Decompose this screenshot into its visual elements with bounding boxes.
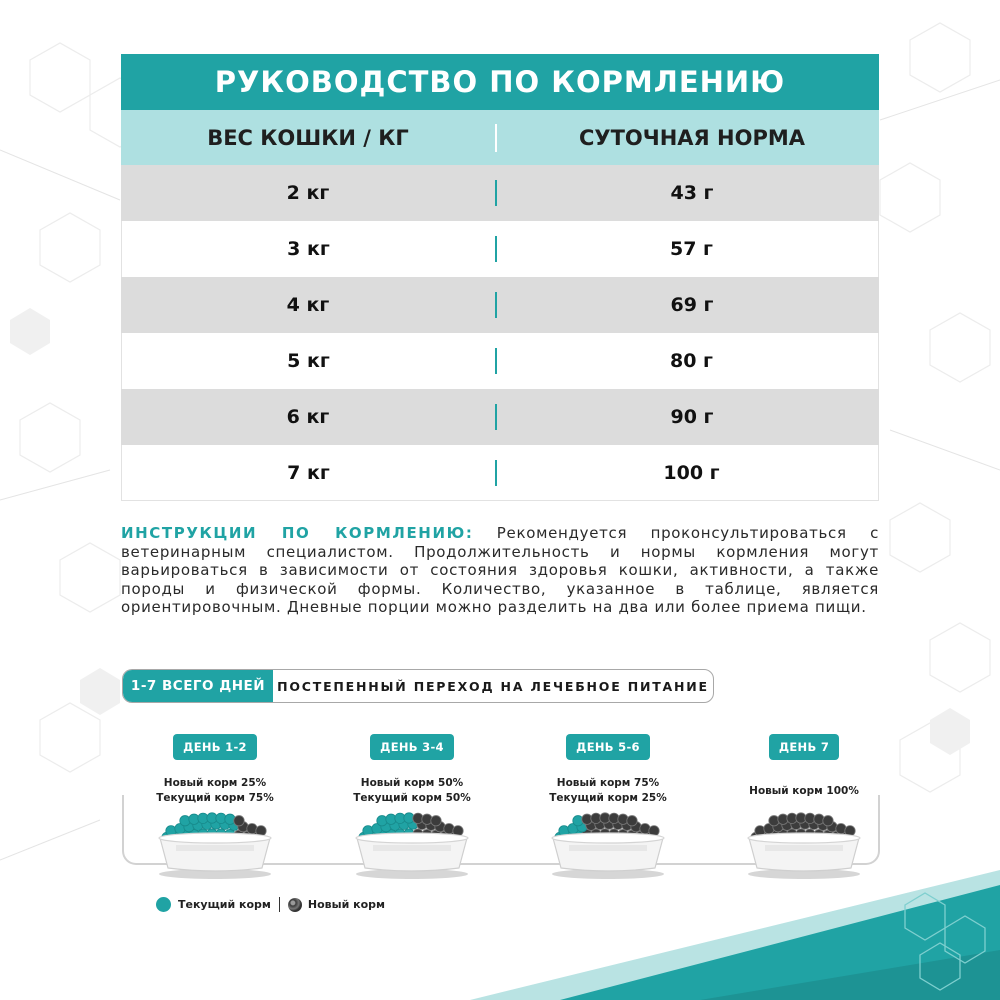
- kibble-pile: [748, 813, 860, 871]
- norm-cell: 100 г: [663, 461, 720, 484]
- feeding-table: [121, 54, 879, 501]
- weight-cell: 4 кг: [286, 294, 330, 316]
- new-kibble: [627, 816, 637, 826]
- current-food-share: Текущий корм 25%: [549, 792, 667, 804]
- legend-divider: [279, 897, 280, 912]
- day-badge: ДЕНЬ 3-4: [370, 734, 454, 760]
- transition-title: ПОСТЕПЕННЫЙ ПЕРЕХОД НА ЛЕЧЕБНОЕ ПИТАНИЕ: [277, 678, 709, 694]
- legend-new-label: Новый корм: [307, 898, 386, 911]
- day-badge: ДЕНЬ 1-2: [173, 734, 257, 760]
- food-bowl-day-3-4: [347, 808, 477, 880]
- weight-cell: 7 кг: [287, 461, 330, 484]
- transition-header: [122, 669, 714, 703]
- new-food-swatch: [288, 898, 302, 912]
- food-bowl-day-1-2: [150, 808, 280, 880]
- table-row: [121, 221, 879, 277]
- current-food-share: Текущий корм 75%: [156, 792, 274, 804]
- kibble-pile: [159, 813, 271, 871]
- column-header-daily-norm: СУТОЧНАЯ НОРМА: [578, 125, 806, 150]
- legend: [156, 897, 385, 912]
- norm-cell: 80 г: [670, 350, 713, 372]
- table-row: [121, 277, 879, 333]
- table-row: [121, 445, 879, 501]
- new-food-share: Новый корм 25%: [163, 777, 267, 789]
- norm-cell: 69 г: [670, 294, 714, 316]
- norm-cell: 57 г: [670, 238, 713, 260]
- new-food-share: Новый корм 100%: [749, 785, 859, 797]
- weight-cell: 3 кг: [287, 238, 330, 260]
- table-row: [121, 389, 879, 445]
- stage-day-1-2: [130, 734, 300, 806]
- day-badge: ДЕНЬ 7: [769, 734, 839, 760]
- legend-current-label: Текущий корм: [178, 898, 271, 911]
- feeding-instructions: [121, 524, 879, 617]
- new-kibble: [431, 816, 441, 826]
- norm-cell: 43 г: [670, 182, 714, 204]
- kibble-pile: [356, 813, 468, 871]
- instructions-text: Рекомендуется проконсультироваться с ветеринарным специалистом. Продолжительность и нормы кормления могут варьироваться в зависимости от состояния здоровья кошки, активности, а также породы и физической формы. Количество, указанное в таблице, является ориентировочным. Дневные порции можно разделить на два или более приема пищи.: [121, 524, 880, 616]
- mix-ratio: [523, 776, 693, 806]
- stage-day-7: [719, 734, 889, 799]
- stage-day-5-6: [523, 734, 693, 806]
- current-food-swatch: [156, 897, 171, 912]
- food-bowl-day-7: [739, 808, 869, 880]
- bowl-rim: [159, 833, 271, 843]
- food-bowl-day-5-6: [543, 808, 673, 880]
- instructions-label: ИНСТРУКЦИИ ПО КОРМЛЕНИЮ:: [121, 524, 474, 542]
- weight-cell: 2 кг: [286, 182, 330, 204]
- current-food-share: Текущий корм 50%: [353, 792, 471, 804]
- mix-ratio: [719, 784, 889, 799]
- column-header-weight: ВЕС КОШКИ / КГ: [207, 125, 409, 150]
- day-badge: ДЕНЬ 5-6: [566, 734, 650, 760]
- new-food-share: Новый корм 75%: [556, 777, 660, 789]
- norm-cell: 90 г: [670, 406, 714, 428]
- table-header-row: [121, 110, 879, 165]
- new-food-share: Новый корм 50%: [360, 777, 464, 789]
- new-kibble: [234, 816, 244, 826]
- bowl-rim: [356, 833, 468, 843]
- table-title: РУКОВОДСТВО ПО КОРМЛЕНИЮ: [121, 54, 879, 110]
- mix-ratio: [327, 776, 497, 806]
- duration-badge: 1-7 ВСЕГО ДНЕЙ: [123, 670, 273, 702]
- mix-ratio: [130, 776, 300, 806]
- bowl-rim: [552, 833, 664, 843]
- bowl-rim: [748, 833, 860, 843]
- new-kibble: [823, 816, 833, 826]
- weight-cell: 6 кг: [286, 406, 330, 428]
- table-row: [121, 333, 879, 389]
- stage-day-3-4: [327, 734, 497, 806]
- weight-cell: 5 кг: [287, 350, 330, 372]
- table-row: [121, 165, 879, 221]
- kibble-pile: [552, 813, 664, 871]
